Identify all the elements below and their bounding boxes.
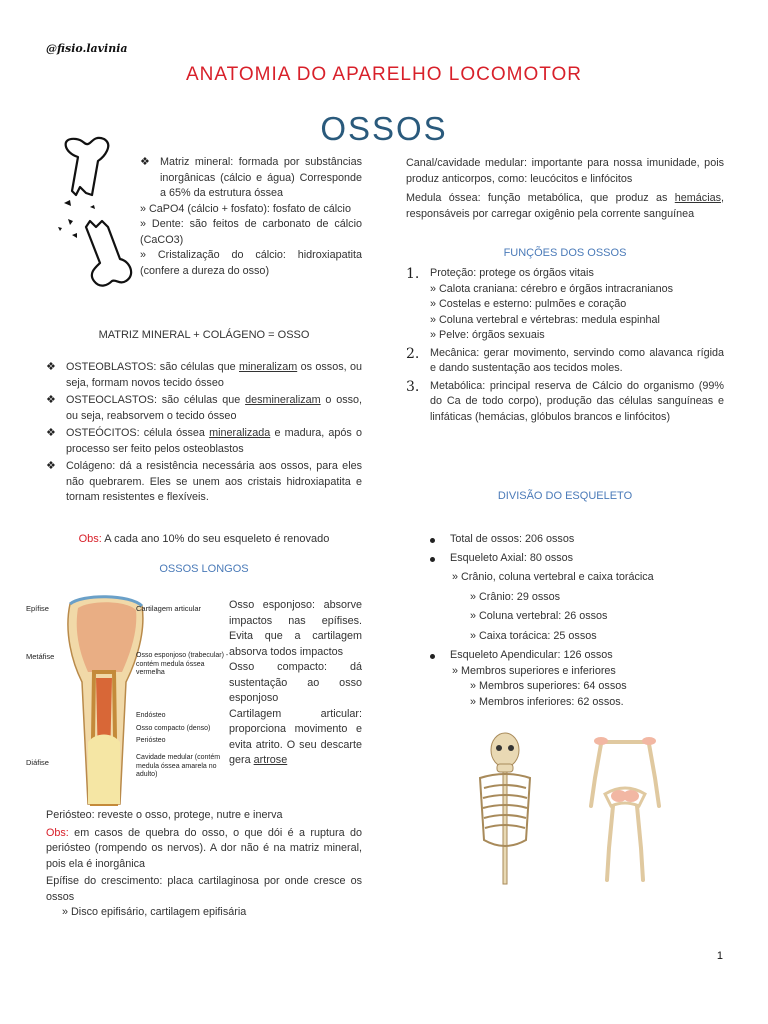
long-bones-heading: OSSOS LONGOS [159,563,249,575]
appendicular-sub: » Membros superiores: 64 ossos [470,680,627,692]
axial-sub: » Caixa torácica: 25 ossos [470,629,597,642]
broken-bone-illustration [50,135,145,290]
page-number: 1 [716,950,723,962]
functions-heading: FUNÇÕES DOS OSSOS [503,247,627,259]
axial-skeleton-illustration [470,730,540,890]
diamond-bullet-icon: ❖ [46,427,56,439]
function-1: 1. Proteção: protege os órgãos vitais [406,266,594,282]
osteocitos-bullet [46,426,362,457]
author-handle: @fisio.lavinia [46,42,128,55]
esponjoso-text: Osso esponjoso: absorve impactos nas epífises. Evita que a cartilagem absorva todos impactos [229,599,362,658]
osteoclastos-text: OSTEOCLASTOS: são células que desmineralizam o osso, ou seja, reabsorvem o tecido ósseo [66,394,362,422]
epifise-text: Epífise do crescimento: placa cartilaginosa por onde cresce os ossos [46,875,362,903]
osteoblastos-text: OSTEOBLASTOS: são células que mineralizam os ossos, ou seja, formam novos tecido ósseo [66,361,362,389]
label-diafise: Diáfise [26,758,49,767]
matrix-sub-1: » CaPO4 (cálcio + fosfato): fosfato de cálcio [140,202,351,215]
matrix-formula: MATRIZ MINERAL + COLÁGENO = OSSO [98,329,310,341]
function-3: 3. Metabólica: principal reserva de Cálcio do organismo (99% do Ca de todo corpo), produção das células sanguíneas e linfáticas (hemácias, glóbulos brancos e linfócitos) [406,378,724,423]
function-2: 2. Mecânica: gerar movimento, servindo como alavanca rígida e dando sustentação aos tecidos moles. [406,345,724,374]
cartilagem-text: Cartilagem articular: proporciona movimento e evita atrito. O seu descarte gera artrose [229,707,362,766]
axial-skeleton: Esqueleto Axial: 80 ossos [430,551,720,567]
diamond-bullet-icon: ❖ [46,361,56,373]
function-1-sub: » Coluna vertebral e vértebras: medula espinhal [430,313,660,326]
diamond-bullet-icon: ❖ [140,156,150,168]
label-cavidade: Cavidade medular (contém medula óssea amarela no adulto) [136,754,221,778]
colageno-bullet [46,459,362,506]
appendicular-skeleton-illustration [585,730,665,890]
obs-renewal: Obs: A cada ano 10% do seu esqueleto é renovado [78,533,330,545]
diamond-bullet-icon: ❖ [46,460,56,472]
matrix-bullet [140,155,362,202]
total-bones: Total de ossos: 206 ossos [430,532,720,548]
appendicular-skeleton: Esqueleto Apendicular: 126 ossos [430,648,720,664]
axial-sub: » Crânio: 29 ossos [470,590,561,603]
axial-desc: » Crânio, coluna vertebral e caixa torácica [452,571,654,583]
axial-sub: » Coluna vertebral: 26 ossos [470,610,608,622]
obs-periosteo: Obs: em casos de quebra do osso, o que dói é a ruptura do periósteo (rompendo os nervos). A dor não é na matriz mineral, pois ela é inorgânica [46,826,362,870]
page-subtitle: OSSOS [320,110,448,147]
long-bone-diagram [26,592,230,806]
label-metafise: Metáfise [26,652,55,661]
disco-text: » Disco epifisário, cartilagem epifisária [62,906,247,918]
function-1-sub: » Pelve: órgãos sexuais [430,329,545,341]
matrix-sub-2: » Dente: são feitos de carbonato de cálcio (CaCO3) [140,218,362,246]
label-periosteo: Periósteo [136,737,166,744]
osteoclastos-bullet [46,393,362,424]
division-heading: DIVISÃO DO ESQUELETO [497,490,633,502]
osteocitos-text: OSTEÓCITOS: célula óssea mineralizada e madura, após o processo ser feito pelos osteoblastos [66,427,362,455]
label-esponjoso: Osso esponjoso (trabecular) - contém medula óssea vermelha [136,652,229,676]
matrix-text: Matriz mineral: formada por substâncias inorgânicas (cálcio e água) Corresponde a 65% da estrutura óssea [160,156,362,199]
label-compacto: Osso compacto (denso) [136,725,211,732]
function-1-sub: » Costelas e esterno: pulmões e coração [430,298,627,310]
label-epifise: Epífise [26,604,49,613]
matrix-sub-3: » Cristalização do cálcio: hidroxiapatita (confere a dureza do osso) [140,249,362,277]
colageno-text: Colágeno: dá a resistência necessária aos ossos, para eles não quebrarem. Eles se unem aos cristais hidroxiapatita e tornam resistentes e flexíveis. [66,460,362,503]
appendicular-sub: » Membros inferiores: 62 ossos. [470,695,624,708]
osteoblastos-bullet [46,360,362,391]
periosteo-text: Periósteo: reveste o osso, protege, nutre e inerva [46,809,283,821]
function-1-sub: » Calota craniana: cérebro e órgãos intracranianos [430,282,674,295]
appendicular-desc: » Membros superiores e inferiores [452,664,616,677]
label-endosteo: Endósteo [136,712,166,719]
label-cartilagem: Cartilagem articular [136,604,202,613]
page-title: ANATOMIA DO APARELHO LOCOMOTOR [185,64,582,85]
medula-text: Medula óssea: função metabólica, que produz as hemácias, responsáveis por carregar oxigênio pela corrente sanguínea [406,192,724,220]
canal-text: Canal/cavidade medular: importante para nossa imunidade, pois produz anticorpos, como: leucócitos e linfócitos [406,157,724,185]
diamond-bullet-icon: ❖ [46,394,56,406]
compacto-text: Osso compacto: dá sustentação ao osso esponjoso [229,661,362,704]
